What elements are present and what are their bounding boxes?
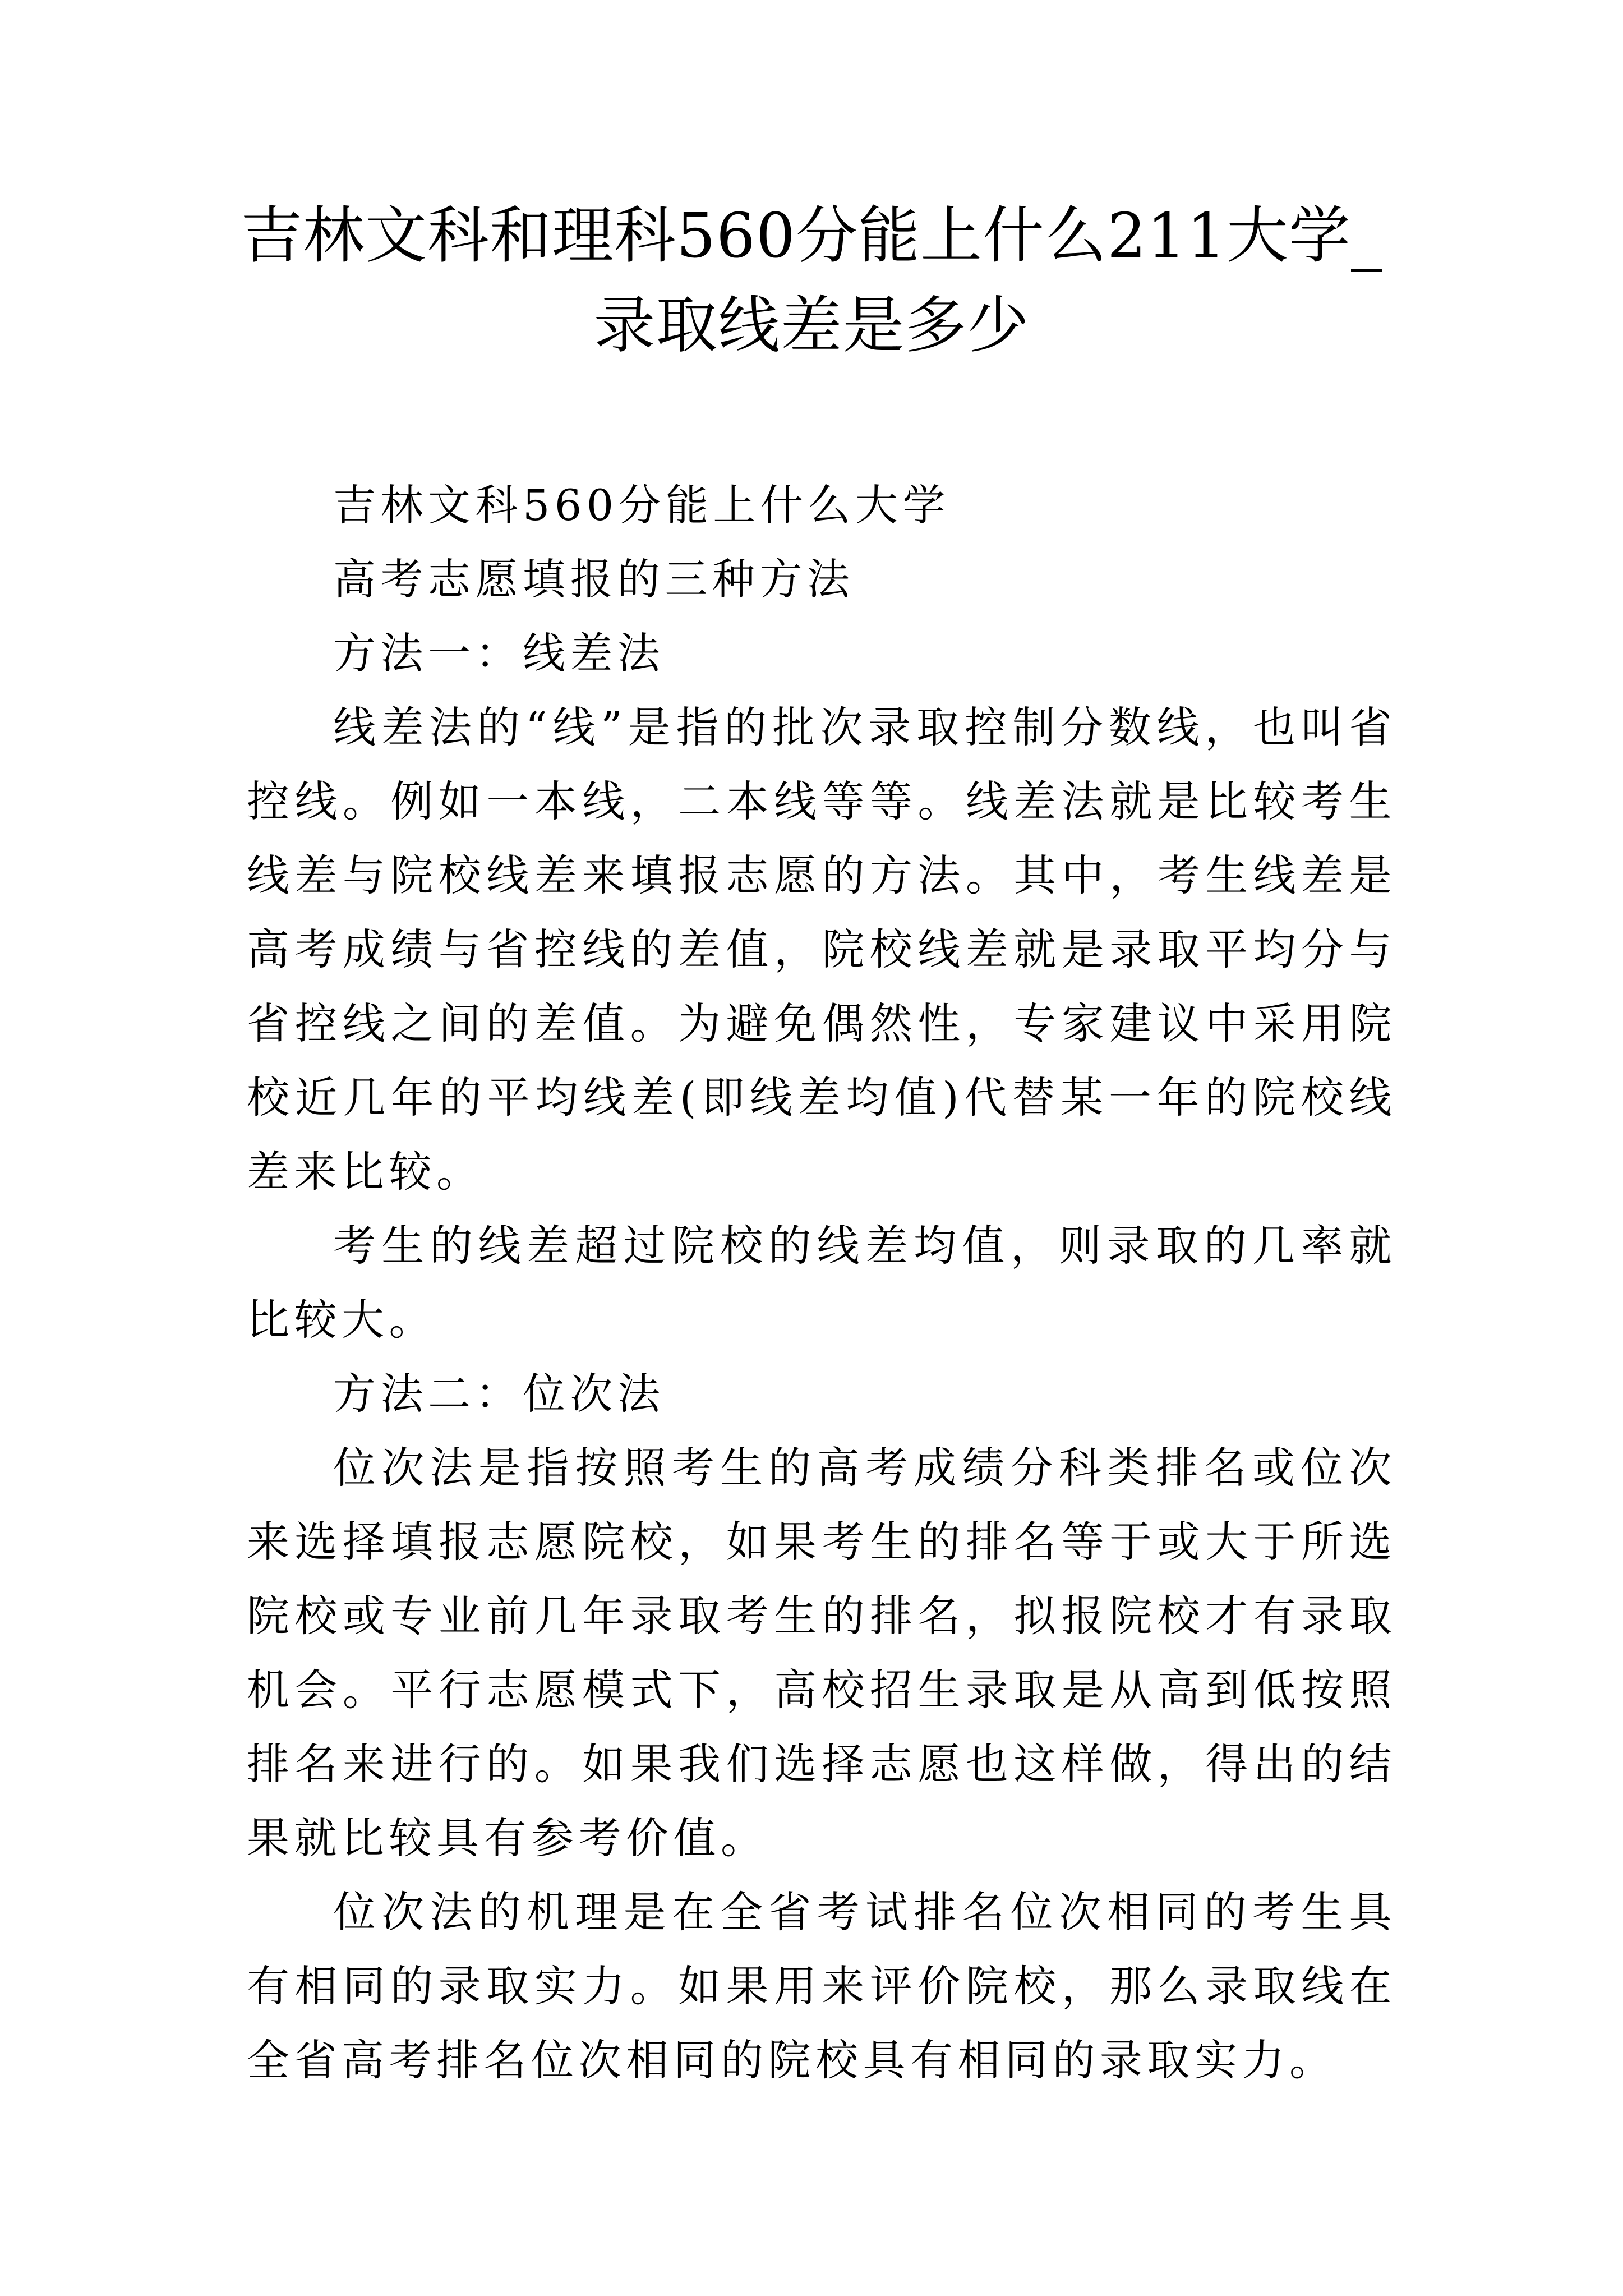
paragraph-method-one-heading: 方法一：线差法 — [333, 628, 665, 678]
paragraph-method-two-heading: 方法二：位次法 — [333, 1369, 665, 1419]
paragraph-method-one-conclusion: 考生的线差超过院校的线差均值，则录取的几率就比较大。 — [247, 1221, 1396, 1345]
paragraph-method-one-description: 线差法的“线”是指的批次录取控制分数线，也叫省控线。例如一本线，二本线等等。线差法就是比较考生线差与院校线差来填报志愿的方法。其中，考生线差是高考成绩与省控线的差值，院校线差就是录取平均分与省控线之间的差值。为避免偶然性，专家建议中采用院校近几年的平均线差(即线差均值)代替某一年的院校线差来比较。 — [247, 702, 1396, 1197]
paragraph-method-two-description: 位次法是指按照考生的高考成绩分科类排名或位次来选择填报志愿院校，如果考生的排名等于或大于所选院校或专业前几年录取考生的排名，拟报院校才有录取机会。平行志愿模式下，高校招生录取是从高到低按照排名来进行的。如果我们选择志愿也这样做，得出的结果就比较具有参考价值。 — [247, 1443, 1396, 1863]
title-line-2: 录取线差是多少 — [593, 289, 1030, 361]
document-body — [247, 468, 1396, 2097]
paragraph-method-two-mechanism: 位次法的机理是在全省考试排名位次相同的考生具有相同的录取实力。如果用来评价院校，那么录取线在全省高考排名位次相同的院校具有相同的录取实力。 — [247, 1887, 1396, 2085]
paragraph-section-heading: 高考志愿填报的三种方法 — [333, 554, 855, 604]
title-line-1: 吉林文科和理科560分能上什么211大学_ — [241, 200, 1382, 272]
paragraph-subtitle: 吉林文科560分能上什么大学 — [333, 480, 951, 530]
document-title — [140, 191, 1483, 370]
